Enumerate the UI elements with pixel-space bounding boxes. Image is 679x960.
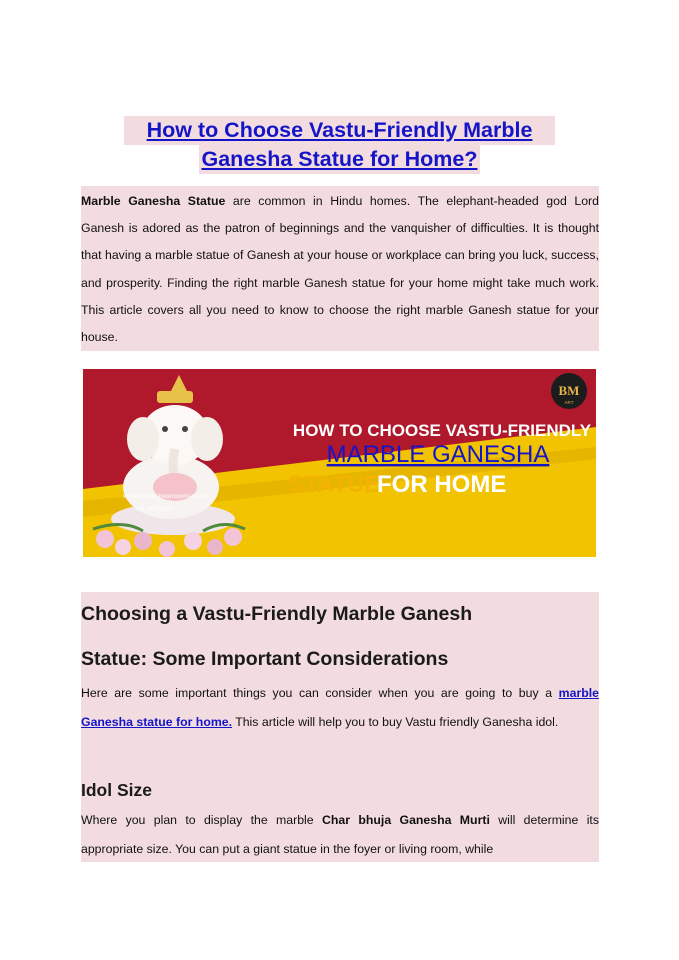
logo-text: BM bbox=[558, 383, 580, 398]
banner-headline-3-highlight: STATUE bbox=[288, 471, 381, 498]
section-heading-line-1: Choosing a Vastu-Friendly Marble Ganesh bbox=[81, 603, 473, 625]
banner-headline-1: HOW TO CHOOSE VASTU-FRIENDLY bbox=[292, 421, 592, 440]
para1-end: This article will help you to buy Vastu friendly Ganesha idol. bbox=[232, 714, 559, 729]
banner-headline-3-rest: FOR HOME bbox=[377, 471, 507, 498]
para2-end: will determine its appropriate size. You can put a giant statue in the foyer or living room, while bbox=[81, 813, 599, 856]
banner-graphic bbox=[83, 369, 596, 557]
bm-art-logo bbox=[551, 373, 587, 409]
para2-bold: Char bhuja Ganesha Murti bbox=[322, 813, 490, 827]
intro-paragraph bbox=[81, 186, 599, 351]
considerations-section bbox=[81, 592, 599, 862]
para1-start: Here are some important things you can consider when you are going to buy a bbox=[81, 686, 559, 700]
para2-start: Where you plan to display the marble bbox=[81, 813, 322, 827]
section-paragraph-1 bbox=[81, 679, 599, 736]
banner-image bbox=[83, 369, 596, 557]
section-heading-line-2: Statue: Some Important Considerations bbox=[81, 648, 449, 670]
intro-text: are common in Hindu homes. The elephant-headed god Lord Ganesh is adored as the patron of beginnings and the vanquisher of difficulties. It is thought that having a marble statue of Ganesh at your house or workplace can bring you luck, success, and prosperity. Finding the right marble Ganesh statue for your home might take much work. This article covers all you need to know to choose the right marble Ganesh statue for your house. bbox=[81, 194, 599, 345]
banner-website: www.bhumeshwarmoortiart.com bbox=[123, 494, 209, 500]
intro-bold-lead: Marble Ganesha Statue bbox=[81, 194, 226, 208]
banner-phone: +91 88476877 bbox=[135, 507, 174, 513]
logo-subtext: ART bbox=[564, 400, 574, 405]
page-title bbox=[124, 116, 555, 174]
section-paragraph-2 bbox=[81, 806, 599, 863]
banner-headline-2: MARBLE GANESHA bbox=[326, 441, 550, 468]
idol-size-heading: Idol Size bbox=[81, 780, 152, 800]
title-line-1: How to Choose Vastu-Friendly Marble bbox=[124, 116, 555, 145]
title-line-2: Ganesha Statue for Home? bbox=[199, 145, 481, 174]
marble-ganesha-link[interactable]: marble Ganesha statue for home. bbox=[81, 686, 599, 729]
